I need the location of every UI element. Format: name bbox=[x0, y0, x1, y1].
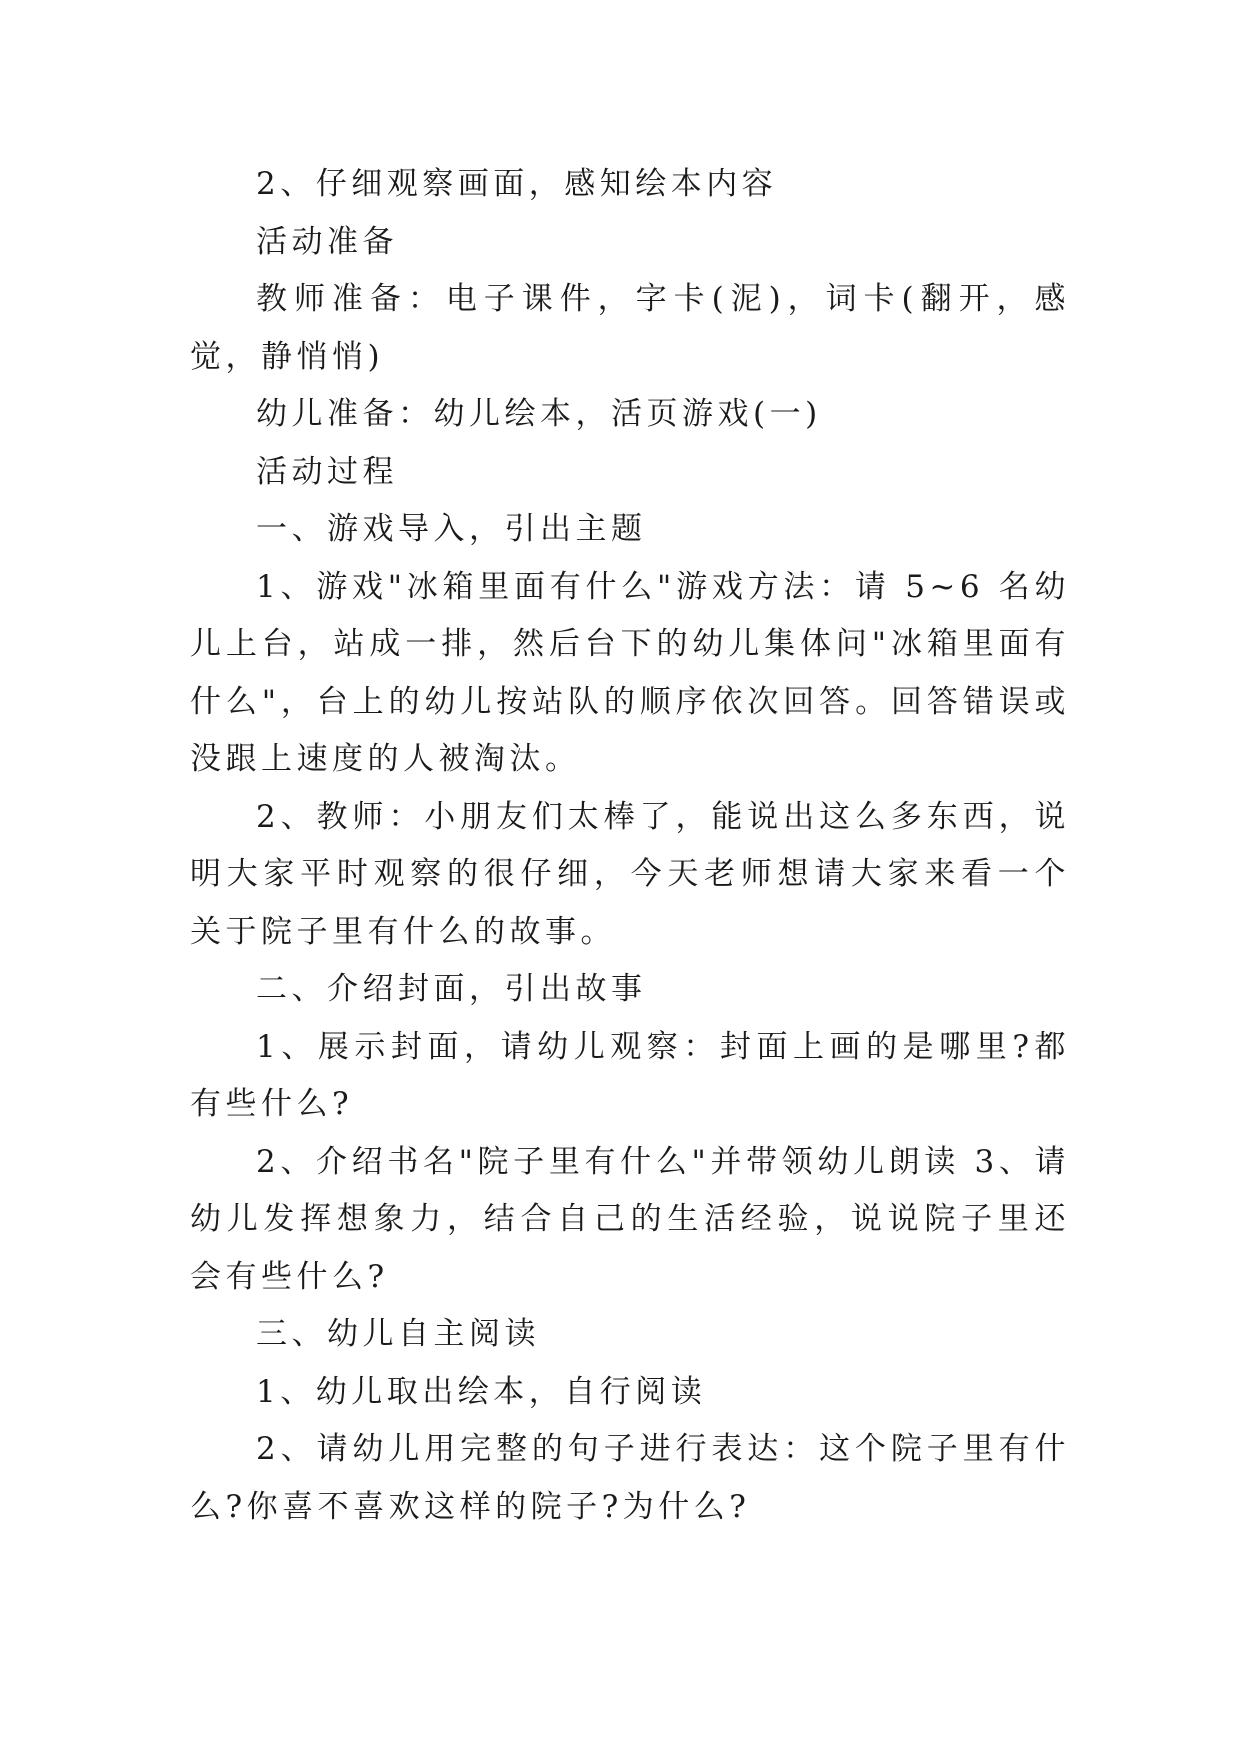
heading-section-three: 三、幼儿自主阅读 bbox=[256, 1316, 540, 1352]
heading-section-two: 二、介绍封面，引出故事 bbox=[256, 971, 647, 1007]
paragraph-child-preparation: 幼儿准备：幼儿绘本，活页游戏(一) bbox=[256, 396, 822, 432]
heading-section-one: 一、游戏导入，引出主题 bbox=[256, 511, 647, 547]
paragraph-teacher-remark: 2、教师：小朋友们太棒了，能说出这么多东西，说明大家平时观察的很仔细，今天老师想请大家来看一个关于院子里有什么的故事。 bbox=[190, 798, 1070, 950]
paragraph-book-title: 2、介绍书名"院子里有什么"并带领幼儿朗读 3、请幼儿发挥想象力，结合自己的生活经验，说说院子里还会有些什么? bbox=[190, 1143, 1070, 1295]
paragraph-teacher-preparation: 教师准备：电子课件，字卡(泥)，词卡(翻开，感觉，静悄悄) bbox=[190, 281, 1070, 375]
heading-activity-preparation: 活动准备 bbox=[256, 223, 398, 260]
paragraph-game-rules: 1、游戏"冰箱里面有什么"游戏方法：请 5~6 名幼儿上台，站成一排，然后台下的幼儿集体问"冰箱里面有什么"，台上的幼儿按站队的顺序依次回答。回答错误或没跟上速度的人被淘汰。 bbox=[190, 568, 1070, 777]
heading-activity-process: 活动过程 bbox=[256, 453, 398, 490]
paragraph-show-cover: 1、展示封面，请幼儿观察：封面上画的是哪里?都有些什么? bbox=[190, 1028, 1070, 1122]
paragraph-self-reading: 1、幼儿取出绘本，自行阅读 bbox=[256, 1373, 707, 1410]
paragraph-goal-2: 2、仔细观察画面，感知绘本内容 bbox=[256, 166, 778, 202]
document-body bbox=[190, 156, 1070, 1536]
paragraph-expression: 2、请幼儿用完整的句子进行表达：这个院子里有什么?你喜不喜欢这样的院子?为什么? bbox=[190, 1431, 1070, 1525]
